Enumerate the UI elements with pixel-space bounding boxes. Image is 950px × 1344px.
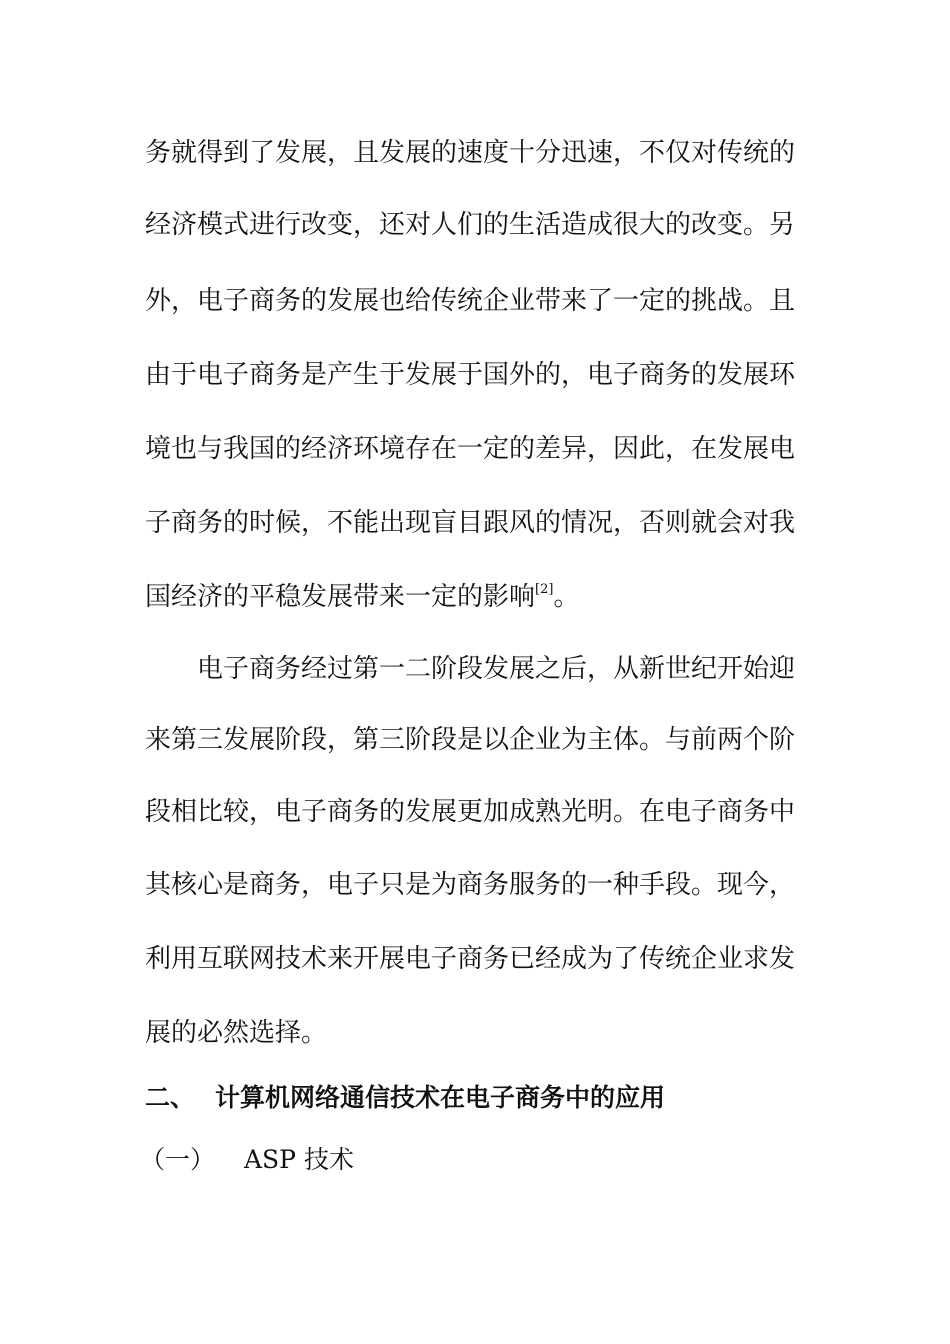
paragraph-2-line-2: 来第三发展阶段，第三阶段是以企业为主体。与前两个阶 — [145, 725, 796, 755]
paragraph-2-line-5: 利用互联网技术来开展电子商务已经成为了传统企业求发 — [145, 944, 796, 974]
paragraph-1-line-7 — [145, 579, 579, 615]
paragraph-2-line-6: 展的必然选择。 — [145, 1018, 328, 1048]
paragraph-2-line-1: 电子商务经过第一二阶段发展之后，从新世纪开始迎 — [197, 654, 796, 684]
paragraph-1-line-1: 务就得到了发展，且发展的速度十分迅速，不仅对传统的 — [145, 138, 796, 168]
paragraph-1-line-4: 由于电子商务是产生于发展于国外的，电子商务的发展环 — [145, 360, 796, 390]
paragraph-2-line-4: 其核心是商务，电子只是为商务服务的一种手段。现今， — [145, 870, 796, 900]
paragraph-1-line-2: 经济模式进行改变，还对人们的生活造成很大的改变。另 — [145, 210, 796, 240]
paragraph-1-end-punctuation: 。 — [553, 582, 580, 612]
section-heading — [145, 1081, 665, 1115]
paragraph-1-line-6: 子商务的时候，不能出现盲目跟风的情况，否则就会对我 — [145, 508, 796, 538]
subsection-title: ASP 技术 — [244, 1145, 354, 1174]
paragraph-2-line-3: 段相比较，电子商务的发展更加成熟光明。在电子商务中 — [145, 797, 796, 827]
paragraph-1-line-3: 外，电子商务的发展也给传统企业带来了一定的挑战。且 — [145, 286, 796, 316]
subsection-heading — [140, 1143, 354, 1177]
paragraph-1-line-7-text: 国经济的平稳发展带来一定的影响 — [145, 582, 536, 612]
citation-reference: [2] — [535, 582, 554, 597]
paragraph-1-line-5: 境也与我国的经济环境存在一定的差异，因此，在发展电 — [145, 434, 796, 464]
subsection-number: （一） — [140, 1145, 216, 1174]
section-title: 计算机网络通信技术在电子商务中的应用 — [215, 1083, 666, 1112]
section-number: 二、 — [145, 1083, 196, 1112]
